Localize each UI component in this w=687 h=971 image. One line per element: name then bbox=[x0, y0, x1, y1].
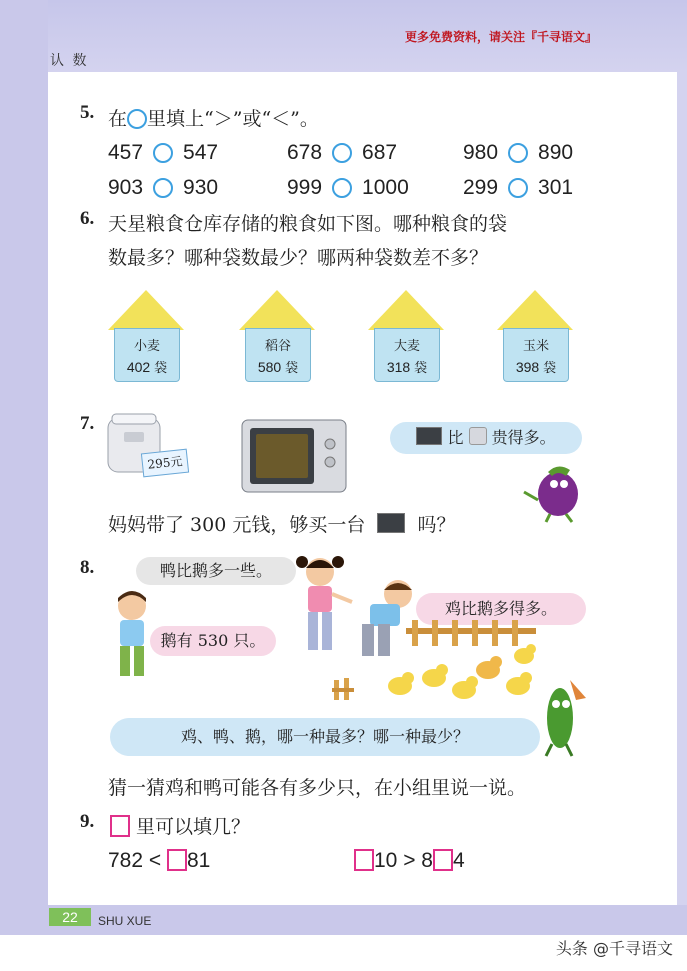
granary-label: 稻谷 bbox=[264, 339, 291, 354]
girl-character-icon bbox=[290, 552, 354, 656]
small-fence-icon bbox=[332, 676, 358, 702]
granary-roof bbox=[239, 290, 315, 330]
microwave-icon bbox=[377, 513, 405, 533]
q5-compare-5: 999 1000 bbox=[287, 176, 409, 199]
granary-wheat: 小麦 402 袋 bbox=[108, 290, 184, 390]
granary-barley: 大麦 318 袋 bbox=[368, 290, 444, 390]
answer-circle[interactable] bbox=[153, 143, 173, 163]
q5-compare-4: 903 930 bbox=[108, 176, 219, 199]
answer-circle[interactable] bbox=[508, 143, 528, 163]
q6-number: 6. bbox=[80, 208, 95, 229]
granary-count: 398 bbox=[515, 359, 540, 375]
q6-line-2: 数最多？哪种袋数最少？哪两种袋数差不多？ bbox=[108, 247, 489, 269]
page-number: 22 bbox=[49, 908, 91, 926]
rice-cooker-icon bbox=[469, 427, 487, 445]
q6-line-1: 天星粮食仓库存储的粮食如下图。哪种粮食的袋 bbox=[108, 213, 508, 235]
granary-roof bbox=[108, 290, 184, 330]
q5-number: 5. bbox=[80, 102, 95, 123]
eggplant-character-icon bbox=[518, 454, 588, 524]
answer-box[interactable] bbox=[433, 849, 453, 871]
price-tag: 295元 bbox=[141, 449, 189, 478]
q9-expression-2: 10 > 8 4 bbox=[354, 849, 465, 873]
question-speech-bubble: 鸡、鸭、鹅，哪一种最多？哪一种最少？ bbox=[110, 718, 540, 756]
girl-speech-bubble: 鸭比鹅多一些。 bbox=[136, 557, 296, 585]
section-title: 认 数 bbox=[50, 53, 89, 69]
q5-compare-1: 457 547 bbox=[108, 141, 219, 164]
granary-label: 大麦 bbox=[393, 339, 420, 354]
q5-instr-post: 里填上“＞”或“＜”。 bbox=[147, 108, 319, 130]
answer-circle[interactable] bbox=[332, 143, 352, 163]
bean-character-icon bbox=[536, 678, 590, 760]
answer-circle[interactable] bbox=[332, 178, 352, 198]
granary-label: 小麦 bbox=[133, 339, 160, 354]
q7-question: 妈妈带了 300 元钱，够买一台 吗？ bbox=[108, 514, 456, 536]
granary-label: 玉米 bbox=[522, 339, 549, 354]
boy-speech-bubble: 鹅有 530 只。 bbox=[150, 626, 276, 656]
watermark-text: 头条 @千寻语文 bbox=[555, 939, 673, 958]
granary-count: 580 bbox=[257, 359, 282, 375]
boy2-speech-bubble: 鸡比鹅多得多。 bbox=[416, 593, 586, 625]
granary-corn: 玉米 398 袋 bbox=[497, 290, 573, 390]
granary-rice: 稻谷 580 袋 bbox=[239, 290, 315, 390]
answer-circle[interactable] bbox=[508, 178, 528, 198]
granary-roof bbox=[368, 290, 444, 330]
answer-circle[interactable] bbox=[153, 178, 173, 198]
page-right-band bbox=[677, 72, 687, 905]
microwave-icon bbox=[238, 414, 350, 496]
q5-compare-3: 980 890 bbox=[463, 141, 574, 164]
chicks-icon bbox=[384, 640, 544, 702]
q7-speech-bubble: 比 贵得多。 bbox=[390, 422, 582, 454]
granary-roof bbox=[497, 290, 573, 330]
answer-box[interactable] bbox=[167, 849, 187, 871]
q7-number: 7. bbox=[80, 413, 95, 434]
microwave-icon bbox=[416, 427, 442, 445]
q8-prompt: 猜一猜鸡和鸭可能各有多少只，在小组里说一说。 bbox=[108, 777, 527, 799]
answer-box-icon bbox=[110, 815, 130, 837]
promo-text: 更多免费资料，请关注『千寻语文』 bbox=[404, 30, 597, 44]
page-left-band bbox=[0, 0, 48, 905]
q5-compare-6: 299 301 bbox=[463, 176, 574, 199]
q5-instr-pre: 在 bbox=[108, 108, 128, 130]
circle-icon bbox=[127, 109, 147, 129]
subject-label: SHU XUE bbox=[98, 914, 152, 928]
granary-count: 402 bbox=[126, 359, 151, 375]
q9-number: 9. bbox=[80, 811, 95, 832]
q8-number: 8. bbox=[80, 557, 95, 578]
granary-count: 318 bbox=[386, 359, 411, 375]
q5-instruction bbox=[108, 104, 319, 131]
q9-instruction: 里可以填几？ bbox=[110, 812, 250, 839]
q9-expression-1: 782 < 81 bbox=[108, 849, 211, 872]
q5-compare-2: 678 687 bbox=[287, 141, 398, 164]
answer-box[interactable] bbox=[354, 849, 374, 871]
